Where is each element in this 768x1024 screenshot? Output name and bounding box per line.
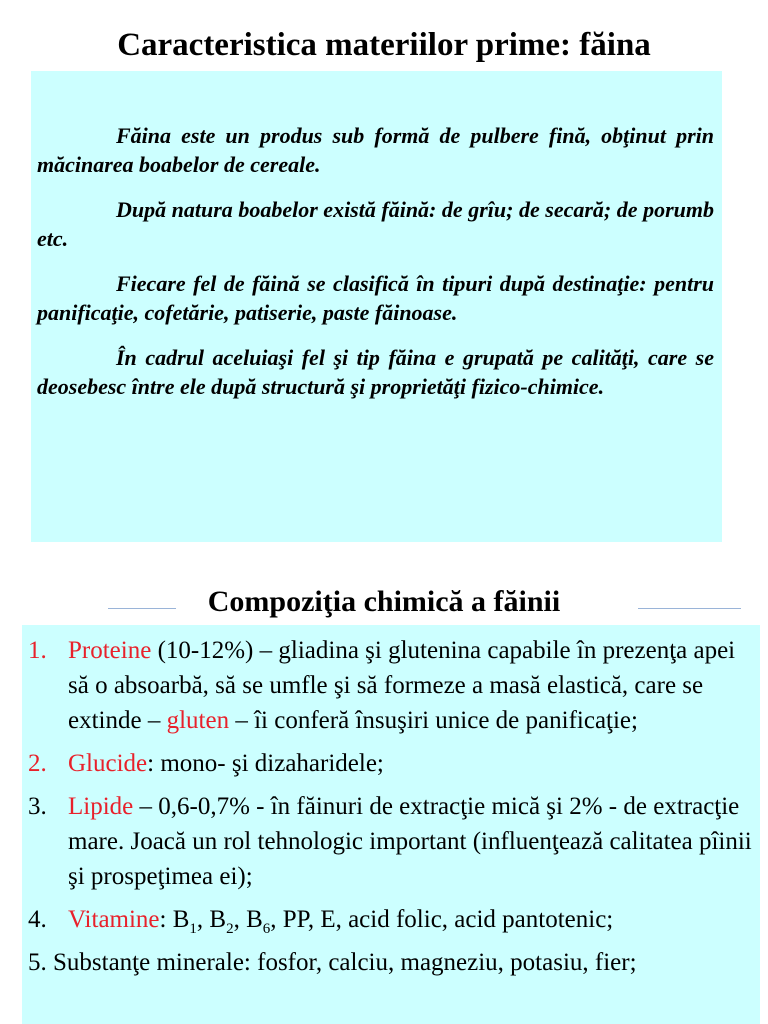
subscript: 1 bbox=[189, 921, 197, 937]
page-title: Caracteristica materiilor prime: făina bbox=[117, 27, 651, 63]
list-item-lipids bbox=[28, 789, 760, 894]
item-text: : mono- şi dizaharidele; bbox=[147, 750, 384, 777]
item-text: , PP, E, acid folic, acid pantotenic; bbox=[270, 906, 614, 933]
term-glucides: Glucide bbox=[68, 750, 148, 777]
item-text: , B bbox=[196, 906, 227, 933]
subscript: 2 bbox=[226, 921, 234, 937]
term-lipids: Lipide bbox=[68, 793, 134, 820]
item-text: – 0,6-0,7% - în făinuri de extracţie mică şi 2% - de extracţie mare. Joacă un rol tehnologic important (influenţează calitatea pîinii şi prospeţimea ei); bbox=[68, 793, 752, 890]
term-proteins: Proteine bbox=[68, 637, 152, 664]
intro-paragraph-1: Făina este un produs sub formă de pulbere fină, obţinut prin măcinarea boabelor de cereale. bbox=[37, 123, 714, 177]
list-item-vitamins bbox=[28, 902, 760, 937]
item-text: – îi conferă însuşiri unice de panificaţie; bbox=[229, 707, 638, 734]
intro-paragraph-4: În cadrul aceluiaşi fel şi tip făina e grupată pe calităţi, care se deosebesc între ele după structură şi proprietăţi fizico-chimice. bbox=[37, 345, 714, 399]
intro-paragraph-3: Fiecare fel de făină se clasifică în tipuri după destinaţie: pentru panificaţie, cofetărie, patiserie, paste făinoase. bbox=[37, 271, 714, 325]
list-number: 1. bbox=[28, 637, 47, 664]
list-item-cut-off: 5. Substanţe minerale: fosfor, calciu, magneziu, potasiu, fier; bbox=[28, 949, 637, 976]
list-number: 2. bbox=[28, 750, 47, 777]
list-number: 4. bbox=[28, 906, 47, 933]
subscript: 6 bbox=[262, 921, 271, 937]
term-vitamins: Vitamine bbox=[68, 906, 160, 933]
section-subtitle: Compoziţia chimică a făinii bbox=[207, 585, 561, 618]
composition-list bbox=[22, 625, 760, 1024]
term-gluten: gluten bbox=[166, 707, 230, 734]
list-item-proteins bbox=[28, 633, 760, 738]
item-text: (10-12%) – gliadina şi glutenina capabile în prezenţa apei să o absoarbă, să se umfle şi să formeze a masă elastică, care se extinde – bbox=[68, 637, 736, 734]
item-text: , B bbox=[233, 906, 263, 933]
list-item-glucides bbox=[28, 746, 760, 781]
intro-panel bbox=[31, 71, 722, 542]
list-number: 3. bbox=[28, 793, 47, 820]
item-text: : B bbox=[159, 906, 190, 933]
intro-paragraph-2: După natura boabelor există făină: de grîu; de secară; de porumb etc. bbox=[37, 197, 714, 251]
